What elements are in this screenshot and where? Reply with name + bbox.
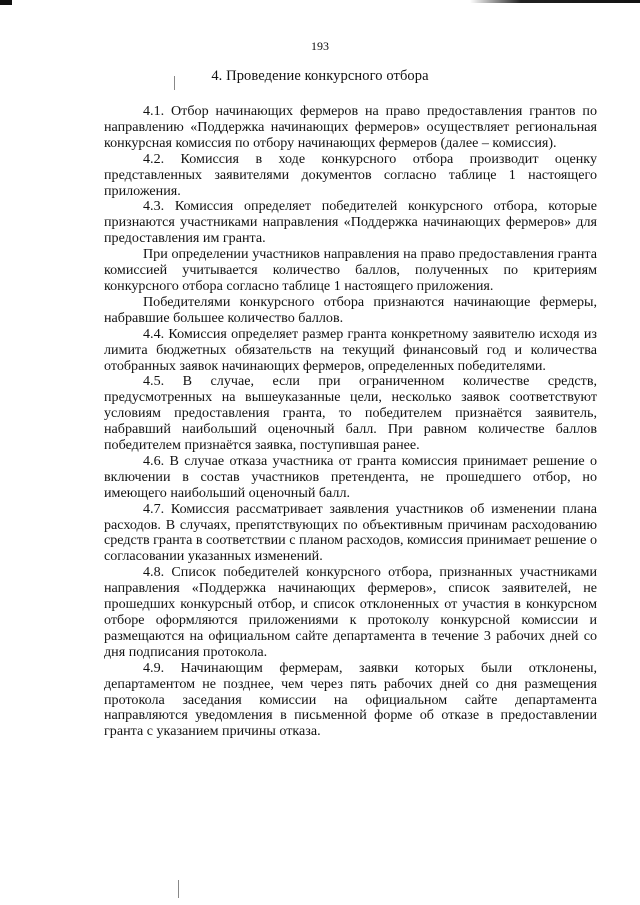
paragraph-participants: При определении участников направления на право предоставления гранта комиссией учитывается количество баллов, полученных по критериям конкурсного отбора согласно таблице 1 настоящего приложения. <box>104 246 597 294</box>
paragraph-4-9: 4.9. Начинающим фермерам, заявки которых были отклонены, департаментом не позднее, чем через пять рабочих дней со дня размещения протокола заседания комиссии на официальном сайте департамента направляются уведомления в письменной форме об отказе в предоставлении гранта с указанием причины отказа. <box>104 659 597 740</box>
scan-speck <box>174 76 175 90</box>
scan-edge-mark <box>0 0 12 5</box>
paragraph-4-1: 4.1. Отбор начинающих фермеров на право предоставления грантов по направлению «Поддержка начинающих фермеров» осуществляет региональная конкурсная комиссия по отбору начинающих фермеров (далее – комиссия). <box>104 103 597 151</box>
paragraph-4-4: 4.4. Комиссия определяет размер гранта конкретному заявителю исходя из лимита бюджетных обязательств на текущий финансовый год и количества отобранных заявок начинающих фермеров, определенных победителями. <box>104 325 597 374</box>
scan-top-border <box>470 0 640 3</box>
section-heading: 4. Проведение конкурсного отбора <box>211 68 429 84</box>
paragraph-4-2: 4.2. Комиссия в ходе конкурсного отбора производит оценку представленных заявителями документов согласно таблице 1 настоящего приложения. <box>104 150 597 199</box>
paragraph-4-8: 4.8. Список победителей конкурсного отбора, признанных участниками направления «Поддержка начинающих фермеров», список заявителей, не прошедших конкурсный отбор, и список отклоненных от участия в конкурсном отборе оформляются приложениями к протоколу конкурсной комиссии и размещаются на официальном сайте департамента в течение 3 рабочих дней со дня подписания протокола. <box>104 564 597 660</box>
paragraph-4-7: 4.7. Комиссия рассматривает заявления участников об изменении плана расходов. В случаях, препятствующих по объективным причинам расходованию средств гранта в соответствии с планом расходов, комиссия принимает решение о согласовании указанных изменений. <box>104 500 598 565</box>
page-number: 193 <box>311 39 329 53</box>
paragraph-4-6: 4.6. В случае отказа участника от гранта комиссия принимает решение о включении в состав участников претендента, не прошедшего отбор, но имеющего наибольший оценочный балл. <box>104 452 597 501</box>
paragraph-winners: Победителями конкурсного отбора признаются начинающие фермеры, набравшие большее количество баллов. <box>104 293 597 326</box>
paragraph-4-3: 4.3. Комиссия определяет победителей конкурсного отбора, которые признаются участниками направления «Поддержка начинающих фермеров» для предоставления им гранта. <box>104 198 597 247</box>
paragraph-4-5: 4.5. В случае, если при ограниченном количестве средств, предусмотренных на вышеуказанные цели, несколько заявок соответствуют условиям предоставления гранта, то победителем признаётся заявитель, набравший наибольший оценочный балл. При равном количестве баллов победителем признаётся заявка, поступившая ранее. <box>104 373 597 454</box>
document-body <box>104 104 597 740</box>
scan-speck <box>178 880 179 898</box>
